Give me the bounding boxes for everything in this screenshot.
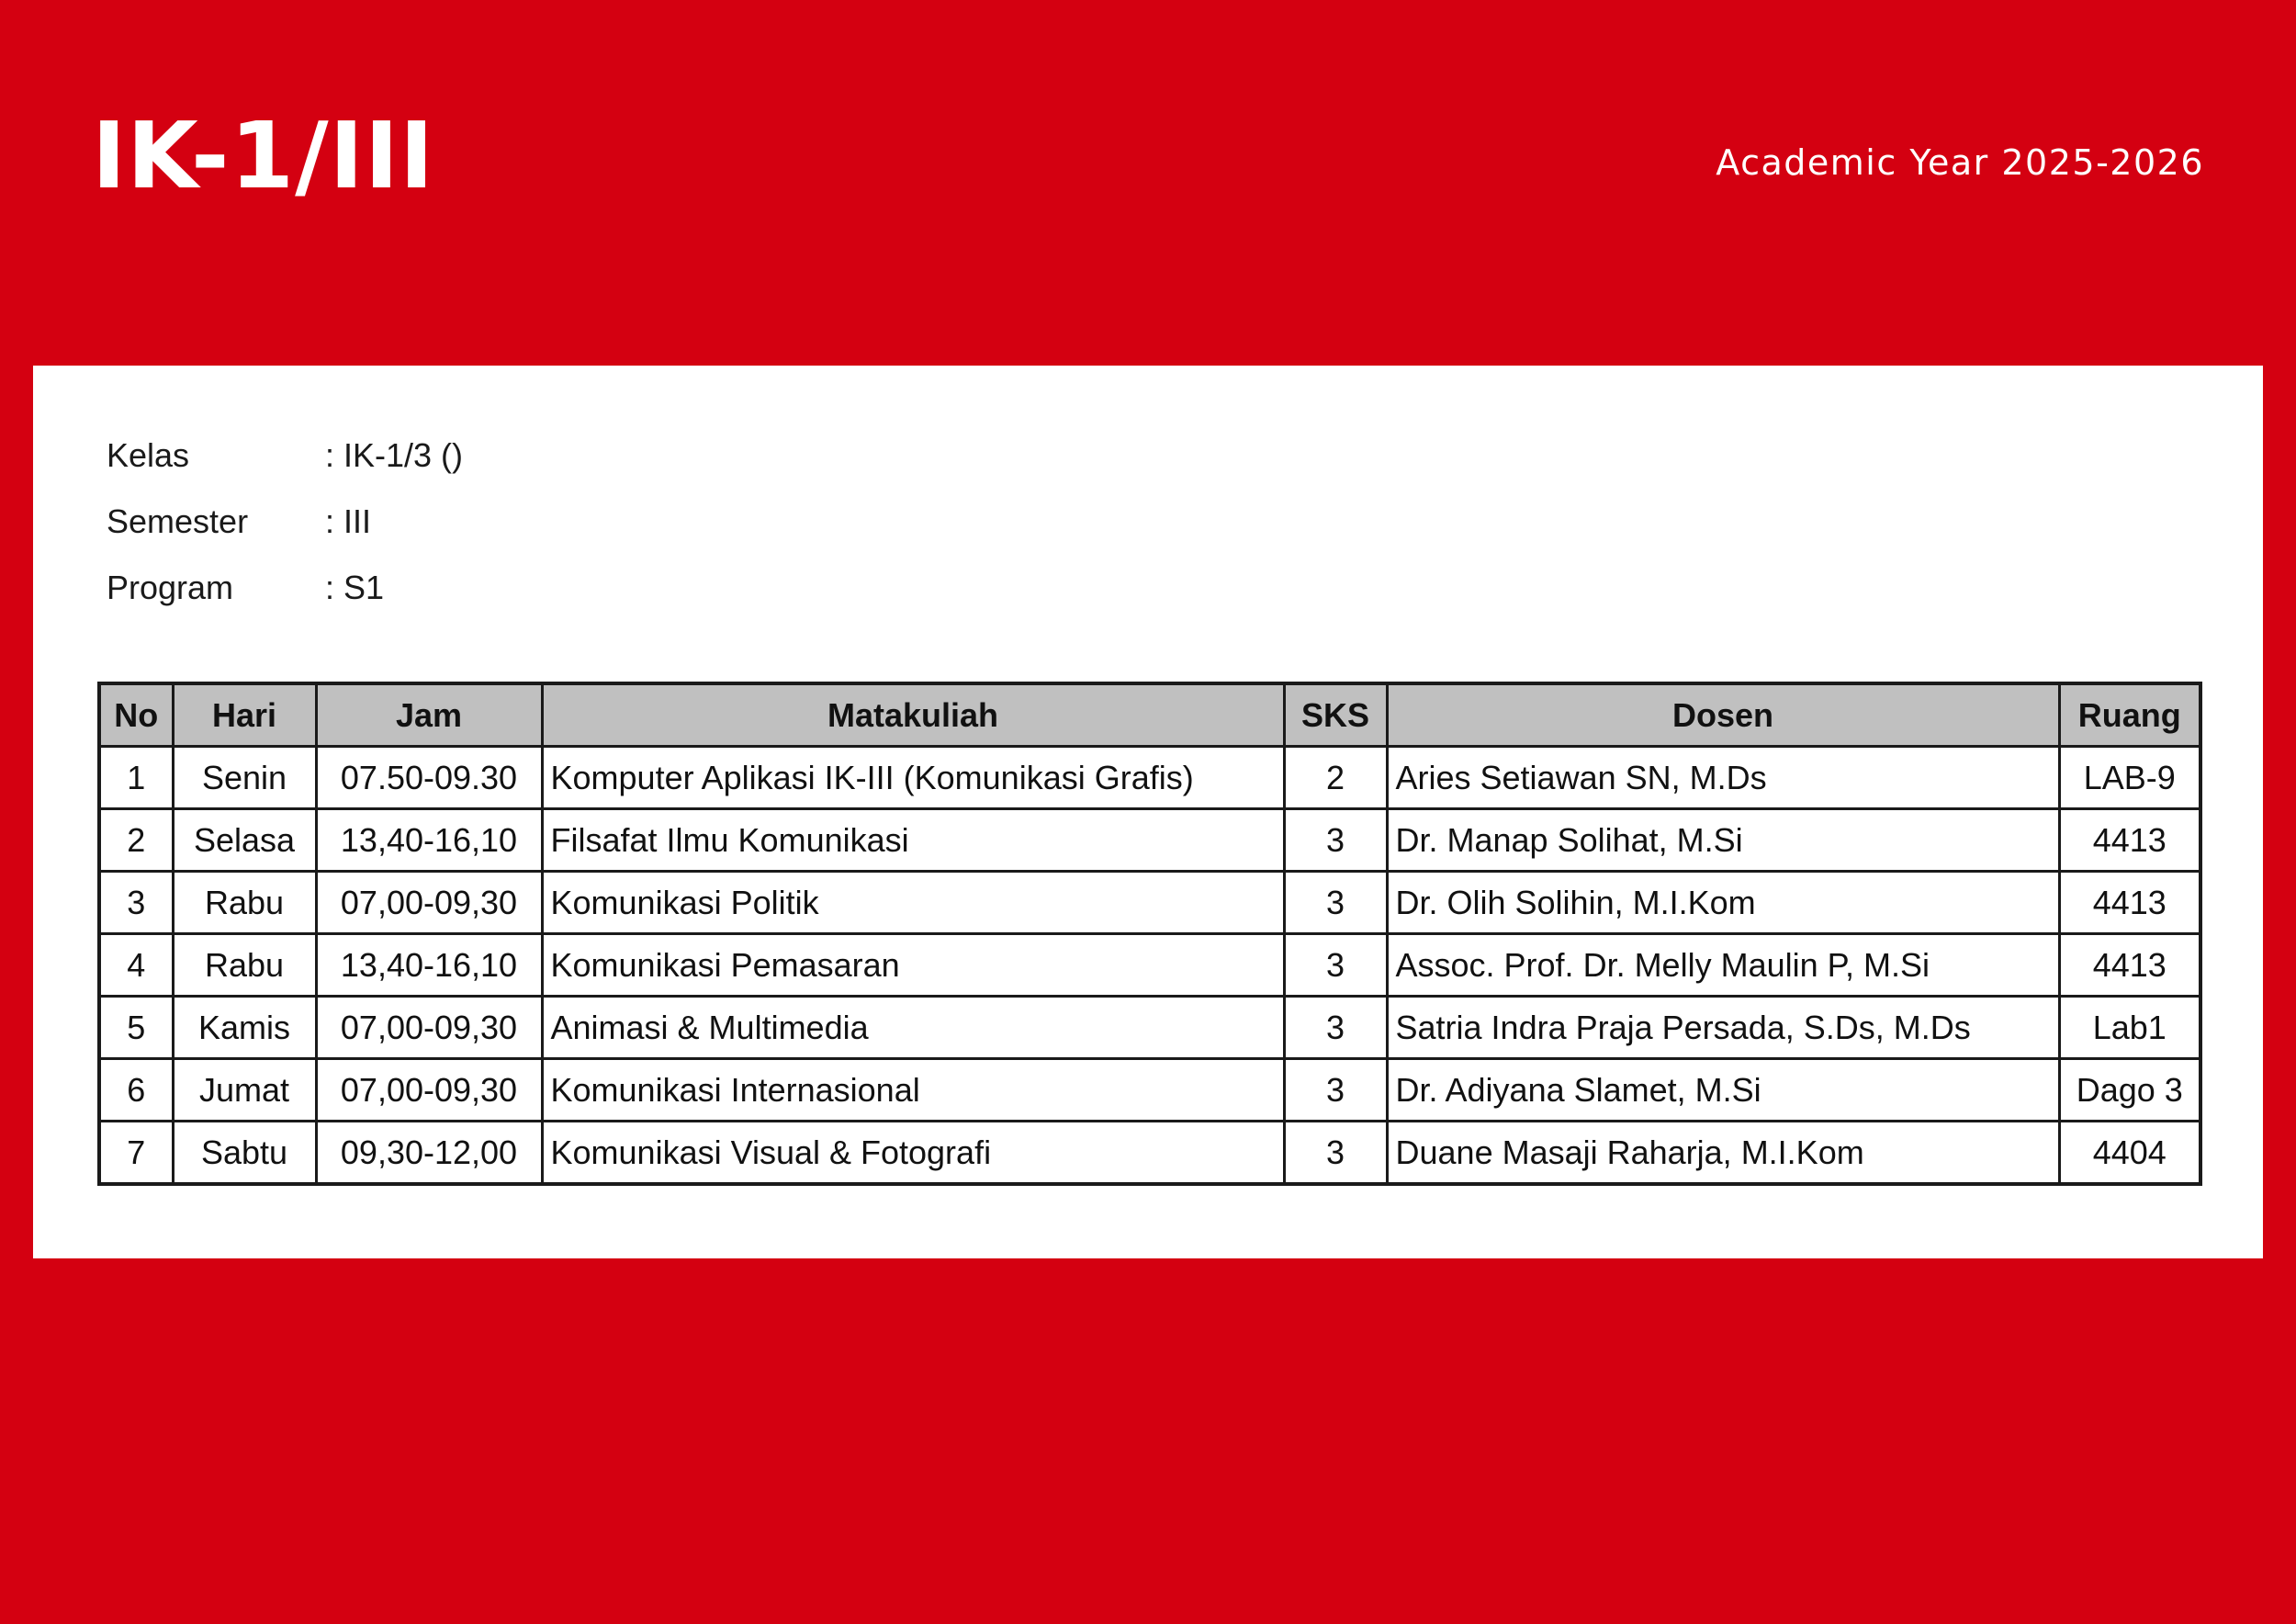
cell-hari: Rabu: [173, 872, 316, 934]
info-row-kelas: [107, 423, 463, 489]
cell-hari: Rabu: [173, 934, 316, 997]
cell-hari: Jumat: [173, 1059, 316, 1122]
cell-no: 2: [99, 809, 173, 872]
table-row: [99, 1059, 2200, 1122]
table-header-row: [99, 683, 2200, 747]
cell-ruang: Lab1: [2059, 997, 2200, 1059]
column-header-sks: SKS: [1284, 683, 1387, 747]
cell-dosen: Dr. Olih Solihin, M.I.Kom: [1387, 872, 2059, 934]
cell-sks: 3: [1284, 1059, 1387, 1122]
cell-hari: Selasa: [173, 809, 316, 872]
schedule-panel: [33, 366, 2263, 1258]
cell-sks: 3: [1284, 1122, 1387, 1185]
column-header-jam: Jam: [316, 683, 542, 747]
cell-matakuliah: Komunikasi Internasional: [542, 1059, 1284, 1122]
info-label: Kelas: [107, 436, 190, 474]
cell-ruang: 4413: [2059, 934, 2200, 997]
cell-no: 5: [99, 997, 173, 1059]
cell-no: 7: [99, 1122, 173, 1185]
column-header-hari: Hari: [173, 683, 316, 747]
cell-sks: 3: [1284, 809, 1387, 872]
table-row: [99, 872, 2200, 934]
cell-dosen: Aries Setiawan SN, M.Ds: [1387, 747, 2059, 809]
column-header-ruang: Ruang: [2059, 683, 2200, 747]
cell-ruang: 4413: [2059, 809, 2200, 872]
cell-jam: 07,00-09,30: [316, 997, 542, 1059]
cell-matakuliah: Filsafat Ilmu Komunikasi: [542, 809, 1284, 872]
cell-dosen: Duane Masaji Raharja, M.I.Kom: [1387, 1122, 2059, 1185]
cell-matakuliah: Komunikasi Politik: [542, 872, 1284, 934]
cell-dosen: Dr. Manap Solihat, M.Si: [1387, 809, 2059, 872]
schedule-table: [97, 682, 2202, 1186]
table-row: [99, 747, 2200, 809]
cell-ruang: LAB-9: [2059, 747, 2200, 809]
cell-no: 1: [99, 747, 173, 809]
cell-ruang: 4404: [2059, 1122, 2200, 1185]
cell-jam: 13,40-16,10: [316, 934, 542, 997]
cell-jam: 09,30-12,00: [316, 1122, 542, 1185]
academic-year: Academic Year 2025-2026: [1716, 142, 2204, 183]
info-value: : IK-1/3 (): [325, 436, 464, 474]
cell-no: 3: [99, 872, 173, 934]
cell-matakuliah: Komputer Aplikasi IK-III (Komunikasi Grafis): [542, 747, 1284, 809]
cell-matakuliah: Animasi & Multimedia: [542, 997, 1284, 1059]
column-header-no: No: [99, 683, 173, 747]
info-value: : S1: [325, 569, 385, 606]
cell-jam: 07,00-09,30: [316, 872, 542, 934]
info-value: : III: [325, 502, 372, 540]
cell-matakuliah: Komunikasi Pemasaran: [542, 934, 1284, 997]
cell-sks: 3: [1284, 872, 1387, 934]
cell-dosen: Satria Indra Praja Persada, S.Ds, M.Ds: [1387, 997, 2059, 1059]
cell-hari: Sabtu: [173, 1122, 316, 1185]
cell-sks: 3: [1284, 934, 1387, 997]
column-header-dosen: Dosen: [1387, 683, 2059, 747]
cell-matakuliah: Komunikasi Visual & Fotografi: [542, 1122, 1284, 1185]
cell-jam: 13,40-16,10: [316, 809, 542, 872]
cell-dosen: Dr. Adiyana Slamet, M.Si: [1387, 1059, 2059, 1122]
cell-no: 6: [99, 1059, 173, 1122]
cell-ruang: 4413: [2059, 872, 2200, 934]
cell-sks: 2: [1284, 747, 1387, 809]
table-row: [99, 1122, 2200, 1185]
cell-hari: Kamis: [173, 997, 316, 1059]
info-label: Semester: [107, 502, 249, 540]
info-row-semester: [107, 489, 463, 555]
cell-jam: 07,00-09,30: [316, 1059, 542, 1122]
info-row-program: [107, 555, 463, 621]
cell-sks: 3: [1284, 997, 1387, 1059]
cell-no: 4: [99, 934, 173, 997]
class-info: [107, 423, 463, 621]
cell-jam: 07.50-09.30: [316, 747, 542, 809]
cell-ruang: Dago 3: [2059, 1059, 2200, 1122]
table-row: [99, 997, 2200, 1059]
column-header-matakuliah: Matakuliah: [542, 683, 1284, 747]
cell-hari: Senin: [173, 747, 316, 809]
info-label: Program: [107, 569, 234, 606]
cell-dosen: Assoc. Prof. Dr. Melly Maulin P, M.Si: [1387, 934, 2059, 997]
table-row: [99, 934, 2200, 997]
class-title: IK-1/III: [92, 102, 435, 209]
table-row: [99, 809, 2200, 872]
